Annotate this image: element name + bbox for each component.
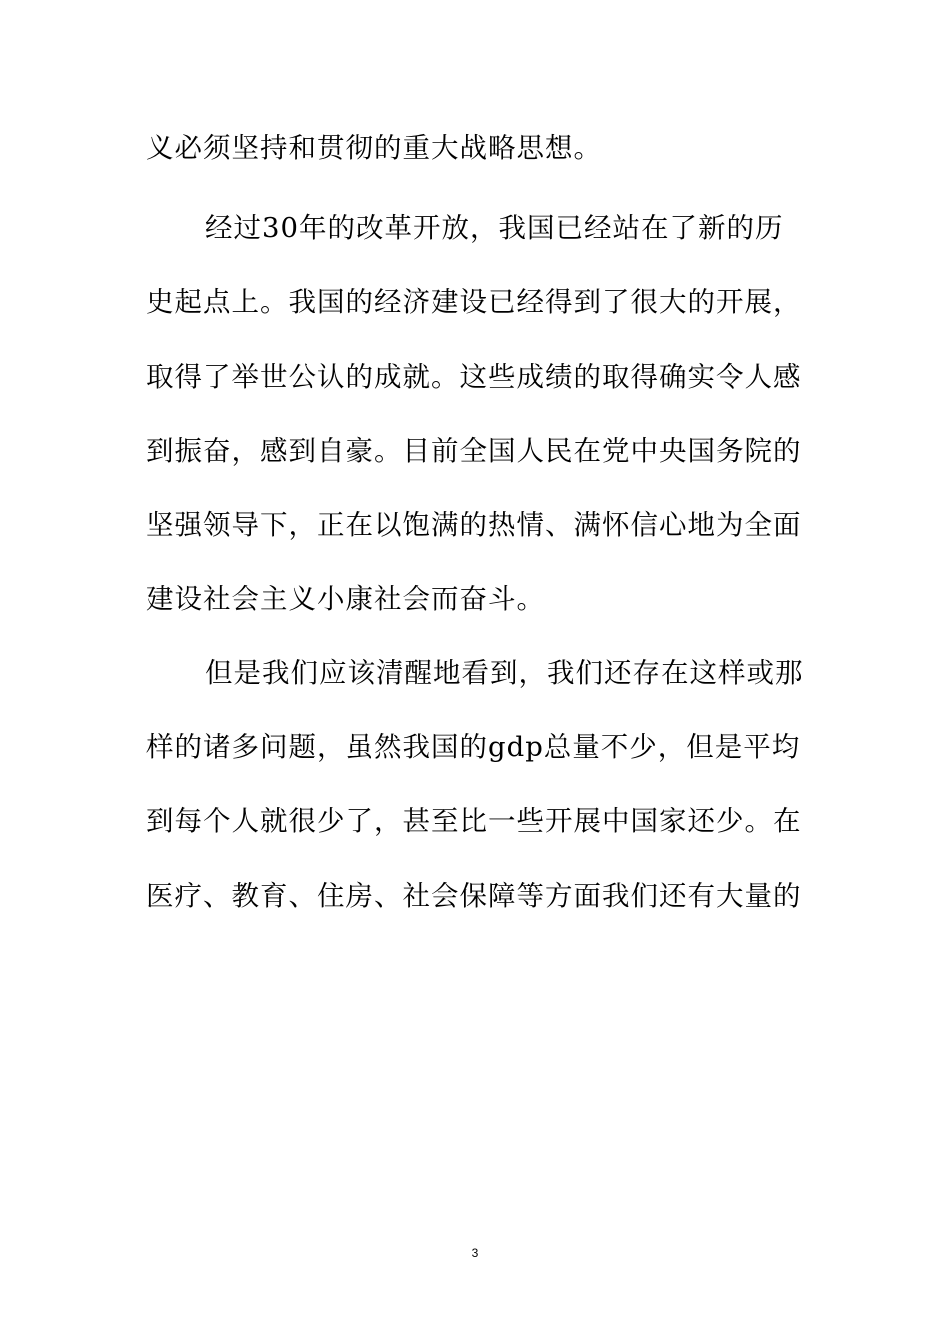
text-line: 取得了举世公认的成就。这些成绩的取得确实令人感 — [146, 361, 802, 393]
text-line: 建设社会主义小康社会而奋斗。 — [146, 583, 545, 615]
text-line: 义必须坚持和贯彻的重大战略思想。 — [146, 132, 602, 164]
text-line: 坚强领导下，正在以饱满的热情、满怀信心地为全面 — [146, 509, 802, 541]
text-line: 到每个人就很少了，甚至比一些开展中国家还少。在 — [146, 805, 802, 837]
text-line: 史起点上。我国的经济建设已经得到了很大的开展， — [146, 286, 802, 318]
text-line: 医疗、教育、住房、社会保障等方面我们还有大量的 — [146, 880, 802, 912]
text-line: 样的诸多问题，虽然我国的gdp总量不少，但是平均 — [146, 731, 801, 763]
text-line: 到振奋，感到自豪。目前全国人民在党中央国务院的 — [146, 435, 802, 467]
paragraph-first-line: 经过30年的改革开放，我国已经站在了新的历 — [205, 212, 784, 244]
paragraph-first-line: 但是我们应该清醒地看到，我们还存在这样或那 — [205, 657, 804, 689]
page-number: 3 — [471, 1246, 479, 1260]
